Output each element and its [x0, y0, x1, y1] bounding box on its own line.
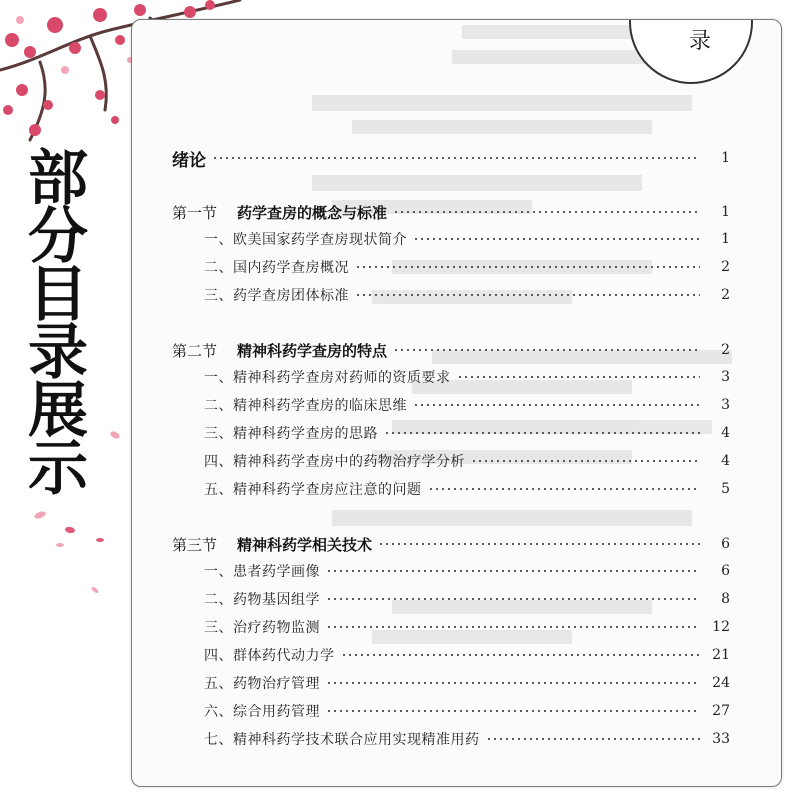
side-title-char: 录 — [28, 318, 88, 388]
toc-item[interactable] — [204, 449, 730, 473]
side-title-char: 目 — [28, 260, 88, 330]
section-title: 精神科药学查房的特点 — [237, 341, 388, 360]
toc-item[interactable] — [204, 643, 730, 667]
dot-leader — [341, 654, 701, 656]
side-title — [18, 144, 98, 504]
toc-item[interactable] — [204, 559, 730, 583]
toc-page-number: 12 — [712, 619, 730, 635]
toc-page-number: 3 — [721, 369, 730, 385]
toc-page-number: 5 — [721, 481, 730, 497]
toc-page-number: 4 — [721, 453, 730, 469]
toc-page — [131, 19, 782, 787]
dot-leader — [393, 349, 700, 351]
chapter-tab-label: 录 — [688, 29, 711, 54]
toc-page-number: 4 — [721, 425, 730, 441]
dot-leader — [212, 157, 700, 159]
dot-leader — [413, 404, 700, 406]
toc-page-number: 2 — [721, 287, 730, 303]
toc-page-number: 6 — [721, 563, 730, 579]
toc-item-title: 三、治疗药物监测 — [204, 620, 320, 636]
dot-leader — [326, 710, 700, 712]
toc-page-number: 6 — [721, 536, 730, 552]
toc-item-title: 一、欧美国家药学查房现状简介 — [204, 232, 407, 248]
section-number: 第二节 — [172, 341, 218, 360]
section-number: 第三节 — [172, 535, 218, 554]
toc-item[interactable] — [204, 671, 730, 695]
side-title-char: 示 — [28, 434, 88, 504]
toc-item-title: 五、精神科药学查房应注意的问题 — [204, 482, 422, 498]
toc-page-number: 24 — [712, 675, 730, 691]
toc-section-3[interactable] — [172, 532, 730, 556]
toc-section-2[interactable] — [172, 338, 730, 362]
toc-item-title: 五、药物治疗管理 — [204, 676, 320, 692]
toc-item-title: 四、群体药代动力学 — [204, 648, 335, 664]
dot-leader — [413, 238, 700, 240]
toc-page-number: 1 — [721, 150, 730, 166]
toc-page-number: 33 — [712, 731, 730, 747]
toc-item-title: 二、国内药学查房概况 — [204, 260, 349, 276]
side-title-char: 展 — [28, 376, 88, 446]
toc-item[interactable] — [204, 699, 730, 723]
side-title-char: 分 — [28, 202, 88, 272]
dot-leader — [393, 211, 700, 213]
toc-item-title: 一、患者药学画像 — [204, 564, 320, 580]
toc-item[interactable] — [204, 421, 730, 445]
toc-page-number: 2 — [721, 342, 730, 358]
dot-leader — [355, 294, 700, 296]
toc-item-title: 六、综合用药管理 — [204, 704, 320, 720]
toc-item[interactable] — [204, 727, 730, 751]
toc-entry-title: 绪论 — [172, 150, 206, 171]
dot-leader — [471, 460, 700, 462]
toc-item-title: 七、精神科药学技术联合应用实现精准用药 — [204, 732, 480, 748]
dot-leader — [355, 266, 700, 268]
side-title-char: 部 — [28, 144, 88, 214]
toc-item-title: 四、精神科药学查房中的药物治疗学分析 — [204, 454, 465, 470]
toc-item-title: 三、精神科药学查房的思路 — [204, 426, 378, 442]
section-number: 第一节 — [172, 203, 218, 222]
dot-leader — [378, 543, 700, 545]
toc-item-title: 二、精神科药学查房的临床思维 — [204, 398, 407, 414]
toc-item[interactable] — [204, 365, 730, 389]
toc-page-number: 27 — [712, 703, 730, 719]
dot-leader — [384, 432, 700, 434]
toc-page-number: 8 — [721, 591, 730, 607]
toc-section-1[interactable] — [172, 200, 730, 224]
toc-item[interactable] — [204, 615, 730, 639]
toc-item[interactable] — [204, 587, 730, 611]
toc-item[interactable] — [204, 255, 730, 279]
section-title: 药学查房的概念与标准 — [237, 203, 388, 222]
dot-leader — [326, 682, 700, 684]
dot-leader — [326, 626, 700, 628]
toc-page-number: 3 — [721, 397, 730, 413]
dot-leader — [457, 376, 701, 378]
toc-item[interactable] — [204, 283, 730, 307]
toc-item-title: 二、药物基因组学 — [204, 592, 320, 608]
toc-page-number: 1 — [721, 231, 730, 247]
toc-page-number: 1 — [721, 204, 730, 220]
toc-page-number: 21 — [712, 647, 730, 663]
dot-leader — [326, 570, 700, 572]
toc-item-title: 一、精神科药学查房对药师的资质要求 — [204, 370, 451, 386]
section-title: 精神科药学相关技术 — [237, 535, 373, 554]
toc-item[interactable] — [204, 477, 730, 501]
toc-item[interactable] — [204, 227, 730, 251]
dot-leader — [486, 738, 701, 740]
toc-entry-intro[interactable] — [172, 146, 730, 170]
toc-page-number: 2 — [721, 259, 730, 275]
dot-leader — [428, 488, 701, 490]
toc-item-title: 三、药学查房团体标准 — [204, 288, 349, 304]
dot-leader — [326, 598, 700, 600]
toc-item[interactable] — [204, 393, 730, 417]
